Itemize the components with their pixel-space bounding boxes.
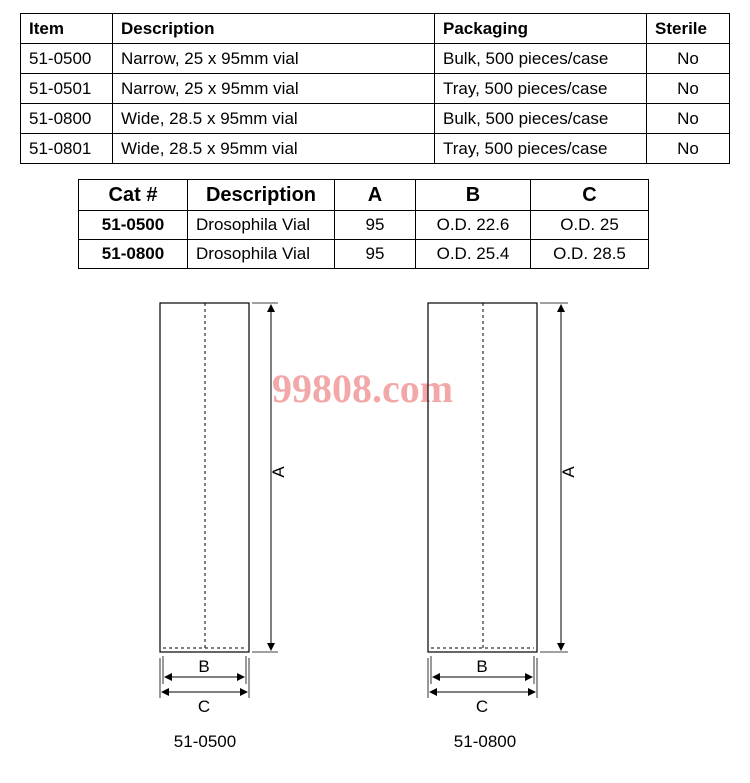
vial-label: 51-0500	[173, 732, 237, 751]
item-sterile: No	[647, 134, 730, 164]
item-packaging: Tray, 500 pieces/case	[435, 134, 647, 164]
item-description: Narrow, 25 x 95mm vial	[113, 44, 435, 74]
table-row	[21, 104, 730, 134]
item-packaging: Bulk, 500 pieces/case	[435, 104, 647, 134]
items-header-item: Item	[21, 14, 113, 44]
item-sterile: No	[647, 74, 730, 104]
item-description: Wide, 28.5 x 95mm vial	[113, 134, 435, 164]
items-table	[20, 13, 730, 164]
item-packaging: Bulk, 500 pieces/case	[435, 44, 647, 74]
item-packaging: Tray, 500 pieces/case	[435, 74, 647, 104]
item-description: Narrow, 25 x 95mm vial	[113, 74, 435, 104]
item-description: Wide, 28.5 x 95mm vial	[113, 104, 435, 134]
cat-description: Drosophila Vial	[188, 240, 335, 269]
dim-a-value: 95	[335, 240, 416, 269]
dim-header-b: B	[416, 180, 531, 211]
item-number: 51-0500	[21, 44, 113, 74]
dimension-c-label: C	[197, 697, 211, 716]
dim-a-value: 95	[335, 211, 416, 240]
dimensions-table-header-row	[79, 180, 649, 211]
table-row	[21, 74, 730, 104]
items-header-description: Description	[113, 14, 435, 44]
dim-b-value: O.D. 25.4	[416, 240, 531, 269]
items-header-packaging: Packaging	[435, 14, 647, 44]
dim-c-value: O.D. 25	[531, 211, 649, 240]
cat-number: 51-0800	[79, 240, 188, 269]
cat-number: 51-0500	[79, 211, 188, 240]
item-sterile: No	[647, 104, 730, 134]
watermark: 99808.com	[272, 366, 454, 411]
item-number: 51-0501	[21, 74, 113, 104]
item-sterile: No	[647, 44, 730, 74]
table-row	[79, 211, 649, 240]
table-row	[21, 134, 730, 164]
vial-narrow	[160, 303, 288, 751]
dimension-c-label: C	[475, 697, 489, 716]
item-number: 51-0800	[21, 104, 113, 134]
dimension-a-label: A	[269, 466, 288, 478]
items-table-header-row	[21, 14, 730, 44]
items-header-sterile: Sterile	[647, 14, 730, 44]
dimensions-table	[78, 179, 649, 269]
dim-b-value: O.D. 22.6	[416, 211, 531, 240]
vial-label: 51-0800	[453, 732, 517, 751]
dim-header-a: A	[335, 180, 416, 211]
dim-c-value: O.D. 28.5	[531, 240, 649, 269]
table-row	[79, 240, 649, 269]
dim-header-description: Description	[188, 180, 335, 211]
dimension-b-label: B	[198, 657, 210, 676]
table-row	[21, 44, 730, 74]
item-number: 51-0801	[21, 134, 113, 164]
dim-header-cat: Cat #	[79, 180, 188, 211]
vial-drawings	[0, 280, 750, 780]
dimension-b-label: B	[476, 657, 488, 676]
cat-description: Drosophila Vial	[188, 211, 335, 240]
dim-header-c: C	[531, 180, 649, 211]
dimension-a-label: A	[559, 466, 578, 478]
